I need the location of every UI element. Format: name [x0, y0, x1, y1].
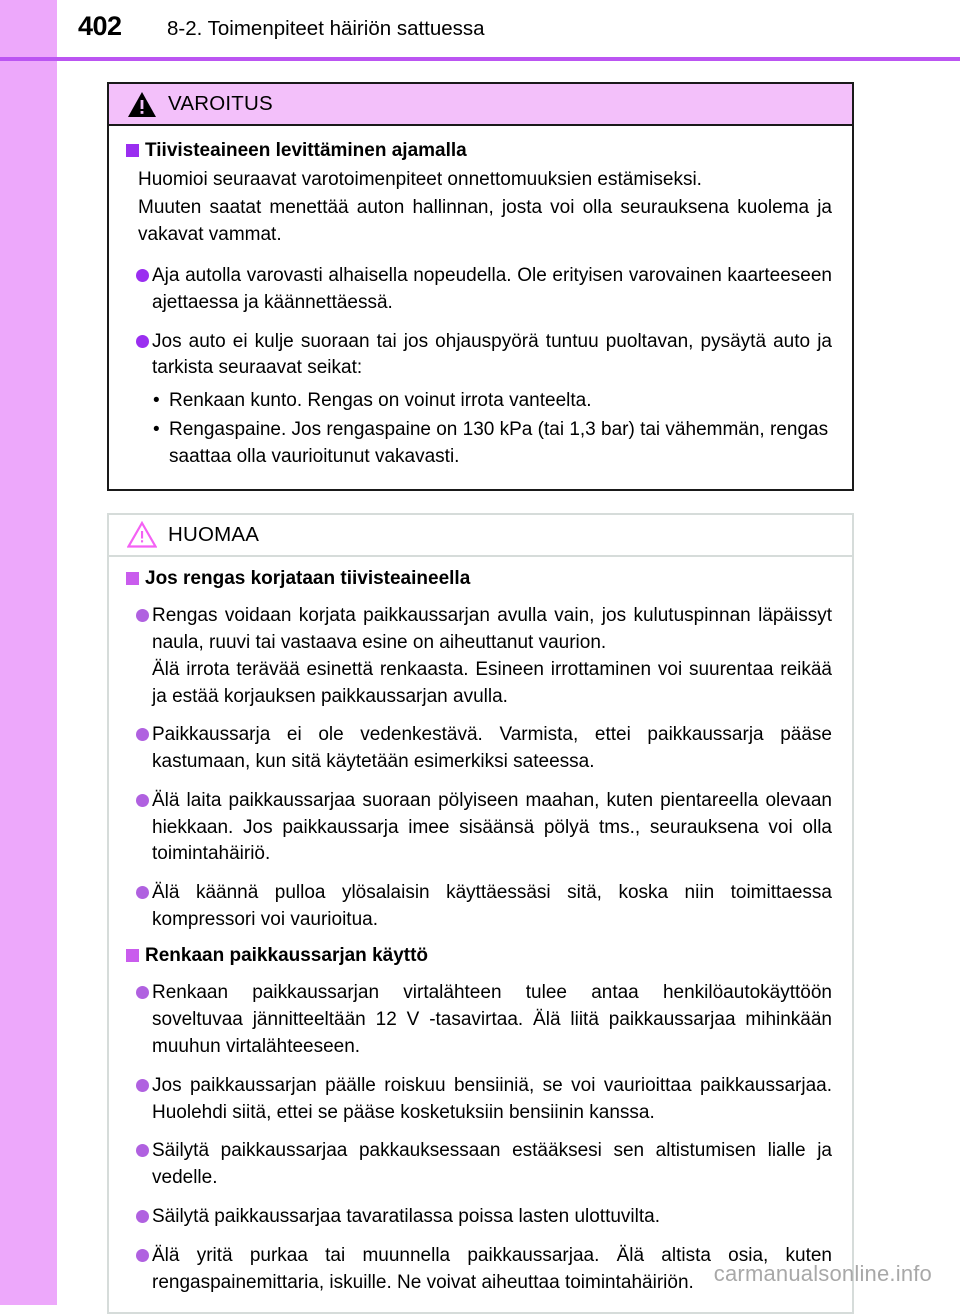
page-edge-tab-strip [0, 0, 57, 1305]
notice-subheading [126, 944, 832, 969]
notice-subheading-text: Renkaan paikkaussarjan käyttö [145, 944, 428, 969]
warning-bullet-text: Aja autolla varovasti alhaisella nopeudella. Ole erityisen varovainen kaarteeseen ajettaessa ja käännettäessä. [152, 263, 832, 317]
notice-callout-title: HUOMAA [168, 523, 259, 547]
notice-bullet-line: Älä irrota terävää esinettä renkaasta. Esineen irrottaminen voi suurentaa reikää ja estää korjauksen paikkaussarjan avulla. [152, 657, 832, 711]
page-title: 8-2. Toimenpiteet häiriön sattuessa [167, 17, 485, 41]
warning-callout-header [109, 84, 852, 126]
page-header [57, 0, 960, 58]
notice-bullet-item [136, 880, 832, 934]
warning-callout-title: VAROITUS [168, 92, 273, 116]
round-bullet-icon [136, 986, 149, 999]
warning-sub-item [153, 388, 832, 415]
notice-bullet-item [136, 1138, 832, 1192]
notice-bullet-item [136, 722, 832, 776]
warning-sub-item [153, 417, 832, 471]
square-bullet-icon [126, 144, 139, 157]
notice-subheading-text: Jos rengas korjataan tiivisteaineella [145, 567, 470, 592]
notice-callout-header [109, 515, 852, 557]
notice-bullet-text: Älä laita paikkaussarjaa suoraan pölyiseen maahan, kuten pientareella olevaan hiekkaan. Jos paikkaussarja imee sisäänsä pölyä tms., seurauksena voi olla toimintahäiriö. [152, 788, 832, 868]
warning-triangle-outline-icon [127, 521, 157, 548]
warning-sub-list [153, 388, 832, 470]
warning-callout-box [107, 82, 854, 491]
round-bullet-icon [136, 1144, 149, 1157]
notice-bullet-text [152, 603, 832, 710]
notice-bullet-item [136, 1073, 832, 1127]
page-edge-tab-strip-top [0, 0, 57, 58]
warning-bullet-item [136, 263, 832, 317]
notice-bullet-text: Renkaan paikkaussarjan virtalähteen tulee antaa henkilöautokäyttöön soveltuvaa jännitteeltään 12 V -tasavirtaa. Älä liitä paikkaussarjaa mihinkään muuhun virtalähteeseen. [152, 980, 832, 1060]
notice-bullet-line: Rengas voidaan korjata paikkaussarjan avulla vain, jos kulutuspinnan läpäissyt naula, ruuvi tai vastaava esine on aiheuttanut vaurion. [152, 603, 832, 657]
round-bullet-icon [136, 1210, 149, 1223]
round-bullet-icon [136, 609, 149, 622]
notice-callout-box [107, 513, 854, 1314]
round-bullet-icon [136, 269, 149, 282]
warning-bullet-item [136, 329, 832, 383]
warning-paragraph: Huomioi seuraavat varotoimenpiteet onnettomuuksien estämiseksi. [138, 167, 832, 194]
dash-bullet-icon: • [153, 388, 169, 415]
site-watermark: carmanualsonline.info [714, 1261, 932, 1287]
notice-subheading [126, 567, 832, 592]
notice-bullet-text: Älä käännä pulloa ylösalaisin käyttäessäsi sitä, koska niin toimittaessa kompressori voi vaurioitua. [152, 880, 832, 934]
round-bullet-icon [136, 794, 149, 807]
square-bullet-icon [126, 572, 139, 585]
page-content [107, 82, 854, 1314]
round-bullet-icon [136, 335, 149, 348]
notice-bullet-item [136, 980, 832, 1060]
notice-callout-body [109, 557, 852, 1313]
warning-paragraph: Muuten saatat menettää auton hallinnan, josta voi olla seurauksena kuolema ja vakavat vammat. [138, 195, 832, 249]
warning-bullet-text: Jos auto ei kulje suoraan tai jos ohjauspyörä tuntuu puoltavan, pysäytä auto ja tarkista seuraavat seikat: [152, 329, 832, 383]
round-bullet-icon [136, 886, 149, 899]
warning-subheading [126, 139, 832, 164]
notice-bullet-text: Säilytä paikkaussarjaa tavaratilassa poissa lasten ulottuvilta. [152, 1204, 832, 1231]
round-bullet-icon [136, 1079, 149, 1092]
square-bullet-icon [126, 949, 139, 962]
warning-subheading-text: Tiivisteaineen levittäminen ajamalla [145, 139, 467, 164]
dash-bullet-icon: • [153, 417, 169, 444]
notice-bullet-item [136, 603, 832, 710]
notice-bullet-item [136, 788, 832, 868]
notice-bullet-text: Paikkaussarja ei ole vedenkestävä. Varmista, ettei paikkaussarja pääse kastumaan, kun sitä käytetään esimerkiksi sateessa. [152, 722, 832, 776]
notice-bullet-item [136, 1204, 832, 1231]
round-bullet-icon [136, 728, 149, 741]
warning-sub-text: Rengaspaine. Jos rengaspaine on 130 kPa (tai 1,3 bar) tai vähemmän, rengas saattaa olla vaurioitunut vakavasti. [169, 417, 832, 471]
page-number: 402 [78, 11, 122, 42]
notice-bullet-text: Säilytä paikkaussarjaa pakkauksessaan estääksesi sen altistumisen lialle ja vedelle. [152, 1138, 832, 1192]
warning-triangle-solid-icon [127, 91, 157, 118]
round-bullet-icon [136, 1249, 149, 1262]
warning-sub-text: Renkaan kunto. Rengas on voinut irrota vanteelta. [169, 388, 832, 415]
header-divider-rule [0, 57, 960, 61]
warning-callout-body [109, 126, 852, 489]
notice-bullet-text: Jos paikkaussarjan päälle roiskuu bensiiniä, se voi vaurioittaa paikkaussarjaa. Huolehdi siitä, ettei se pääse kosketuksiin bensiinin kanssa. [152, 1073, 832, 1127]
notice-bullet-text: Älä yritä purkaa tai muunnella paikkaussarjaa. Älä altista osia, kuten rengaspainemittaria, iskuille. Ne voivat aiheuttaa toimintahäiriön. [152, 1243, 832, 1297]
